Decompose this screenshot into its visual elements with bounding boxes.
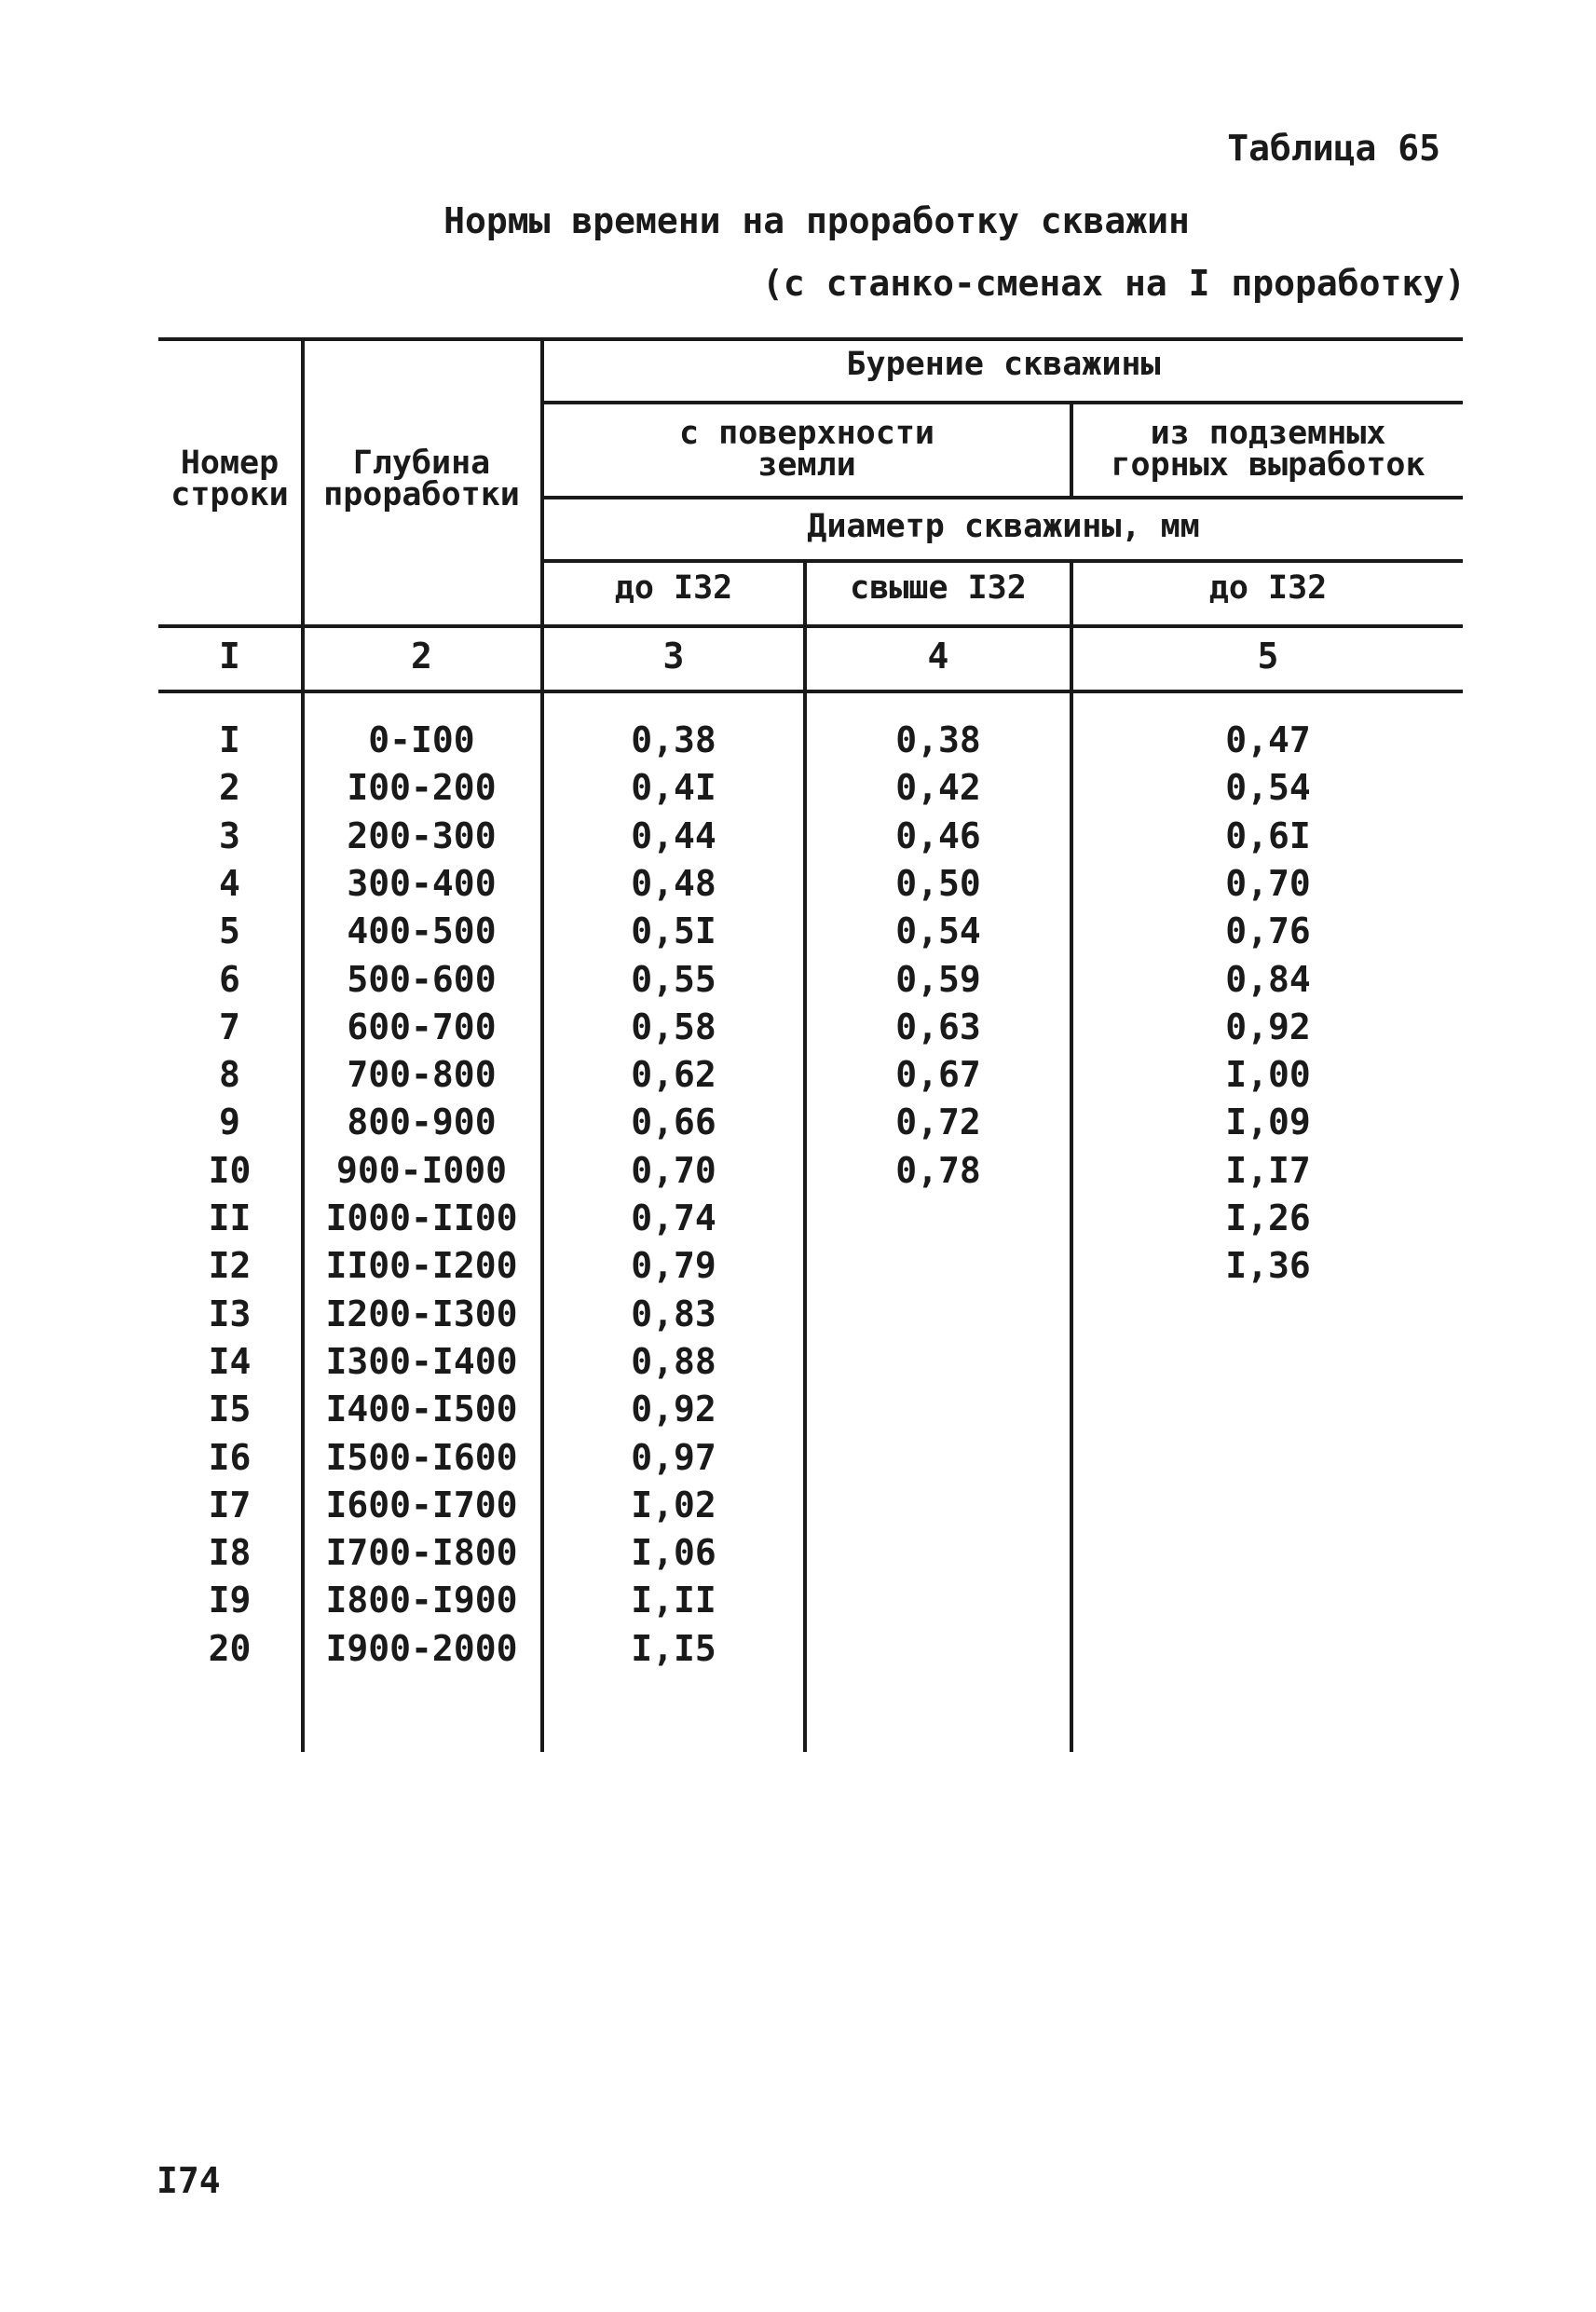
cell-surface-over-132: 0,50 [895,863,981,904]
cell-surface-over-132: 0,67 [895,1054,981,1095]
cell-underground-up-to-132: I,36 [1225,1245,1311,1286]
cell-underground-up-to-132: 0,76 [1225,910,1311,951]
cell-surface-up-to-132: 0,83 [631,1293,716,1334]
cell-underground-up-to-132: I,26 [1225,1197,1311,1238]
cell-depth: 500-600 [347,959,497,1000]
cell-underground-up-to-132: I,09 [1225,1101,1311,1142]
cell-surface-up-to-132: I,02 [631,1484,716,1525]
cell-surface-over-132: 0,78 [895,1150,981,1191]
cell-depth: I800-I900 [325,1580,518,1621]
cell-depth: 0-I00 [368,719,475,760]
cell-surface-up-to-132: 0,88 [631,1341,716,1382]
cell-depth: 400-500 [347,910,497,951]
cell-surface-up-to-132: 0,70 [631,1150,716,1191]
cell-surface-over-132 [807,1481,1070,1529]
header-row-number: Номер строки [171,445,289,513]
cell-underground-up-to-132 [1073,1624,1463,1673]
cell-surface-over-132 [807,1576,1070,1624]
cell-depth: I300-I400 [325,1341,518,1382]
cell-row-number: I6 [208,1437,252,1478]
cell-surface-up-to-132: 0,79 [631,1245,716,1286]
cell-surface-up-to-132: 0,48 [631,863,716,904]
column-number: 4 [927,636,949,677]
cell-row-number: I5 [208,1389,252,1430]
cell-depth: II00-I200 [325,1245,518,1286]
header-diameter-2: свыше I32 [850,569,1027,607]
cell-depth: I400-I500 [325,1389,518,1430]
cell-underground-up-to-132 [1073,1337,1463,1386]
cell-row-number: I [219,719,240,760]
cell-depth: 700-800 [347,1054,497,1095]
table-number: Таблица 65 [1227,128,1440,169]
cell-surface-over-132: 0,42 [895,767,981,808]
cell-row-number: II [208,1197,252,1238]
cell-depth: I00-200 [347,767,497,808]
cell-surface-up-to-132: I,I5 [631,1628,716,1669]
header-diameter-1: до I32 [614,569,733,607]
cell-row-number: 20 [208,1628,252,1669]
cell-surface-over-132: 0,54 [895,910,981,951]
header-depth: Глубина проработки [323,445,520,513]
cell-row-number: I3 [208,1293,252,1334]
cell-surface-up-to-132: 0,66 [631,1101,716,1142]
cell-row-number: 5 [219,910,240,951]
cell-row-number: 7 [219,1006,240,1047]
cell-row-number: I2 [208,1245,252,1286]
column-number: 3 [662,636,685,677]
cell-depth: 300-400 [347,863,497,904]
table-title: Нормы времени на проработку скважин [443,200,1190,241]
cell-underground-up-to-132 [1073,1576,1463,1624]
cell-underground-up-to-132: 0,6I [1225,815,1311,856]
cell-row-number: 6 [219,959,240,1000]
page-number: I74 [157,2160,221,2201]
cell-surface-up-to-132: 0,58 [631,1006,716,1047]
cell-surface-up-to-132: I,06 [631,1532,716,1573]
cell-underground-up-to-132 [1073,1290,1463,1338]
cell-surface-over-132 [807,1241,1070,1290]
cell-row-number: 8 [219,1054,240,1095]
cell-surface-up-to-132: 0,44 [631,815,716,856]
cell-depth: I900-2000 [325,1628,518,1669]
cell-surface-over-132: 0,59 [895,959,981,1000]
header-diameter: Диаметр скважины, мм [807,508,1200,545]
cell-surface-over-132 [807,1290,1070,1338]
cell-underground-up-to-132 [1073,1528,1463,1577]
cell-row-number: I4 [208,1341,252,1382]
cell-surface-up-to-132: 0,5I [631,910,716,951]
rule-subheader-bottom [542,496,1463,499]
cell-underground-up-to-132: 0,54 [1225,767,1311,808]
cell-surface-up-to-132: 0,97 [631,1437,716,1478]
cell-surface-up-to-132: 0,74 [631,1197,716,1238]
cell-surface-over-132 [807,1337,1070,1386]
cell-surface-up-to-132: 0,62 [631,1054,716,1095]
column-number: 2 [411,636,432,677]
rule-colnum-bottom [158,690,1463,693]
column-number: I [219,636,240,677]
header-underground: из подземных горных выработок [1111,415,1425,484]
cell-surface-over-132: 0,38 [895,719,981,760]
cell-underground-up-to-132: 0,92 [1225,1006,1311,1047]
cell-row-number: 2 [219,767,240,808]
cell-depth: 900-I000 [335,1150,508,1191]
cell-depth: I600-I700 [325,1484,518,1525]
cell-surface-up-to-132: I,II [631,1580,716,1621]
cell-underground-up-to-132: 0,70 [1225,863,1311,904]
rule-diameter-bottom [542,559,1463,563]
cell-depth: I000-II00 [325,1197,518,1238]
cell-depth: I500-I600 [325,1437,518,1478]
cell-surface-over-132: 0,63 [895,1006,981,1047]
cell-surface-up-to-132: 0,4I [631,767,716,808]
cell-surface-over-132 [807,1528,1070,1577]
header-surface: с поверхности земли [679,415,934,484]
rule-drilling-bottom [542,401,1463,404]
cell-surface-over-132: 0,72 [895,1101,981,1142]
cell-underground-up-to-132 [1073,1385,1463,1433]
cell-surface-up-to-132: 0,55 [631,959,716,1000]
header-drilling: Бурение скважины [846,346,1161,383]
cell-surface-up-to-132: 0,92 [631,1389,716,1430]
cell-row-number: 9 [219,1101,240,1142]
cell-row-number: I9 [208,1580,252,1621]
cell-row-number: 3 [219,815,240,856]
cell-surface-over-132 [807,1624,1070,1673]
cell-surface-over-132 [807,1385,1070,1433]
cell-underground-up-to-132 [1073,1433,1463,1482]
cell-row-number: I7 [208,1484,252,1525]
cell-depth: 800-900 [347,1101,497,1142]
cell-row-number: 4 [219,863,240,904]
cell-depth: I700-I800 [325,1532,518,1573]
cell-surface-over-132 [807,1194,1070,1242]
rule-top [158,337,1463,341]
cell-depth: 200-300 [347,815,497,856]
cell-underground-up-to-132: I,00 [1225,1054,1311,1095]
header-diameter-3: до I32 [1208,569,1328,607]
cell-depth: I200-I300 [325,1293,518,1334]
cell-surface-up-to-132: 0,38 [631,719,716,760]
cell-underground-up-to-132: I,I7 [1225,1150,1311,1191]
cell-depth: 600-700 [347,1006,497,1047]
rule-header-bottom [158,624,1463,628]
cell-surface-over-132 [807,1433,1070,1482]
cell-row-number: I8 [208,1532,252,1573]
table-subtitle: (с станко-сменах на I проработку) [762,263,1466,304]
cell-surface-over-132: 0,46 [895,815,981,856]
cell-underground-up-to-132 [1073,1481,1463,1529]
cell-underground-up-to-132: 0,84 [1225,959,1311,1000]
cell-underground-up-to-132: 0,47 [1225,719,1311,760]
column-number: 5 [1257,636,1279,677]
cell-row-number: I0 [208,1150,252,1191]
